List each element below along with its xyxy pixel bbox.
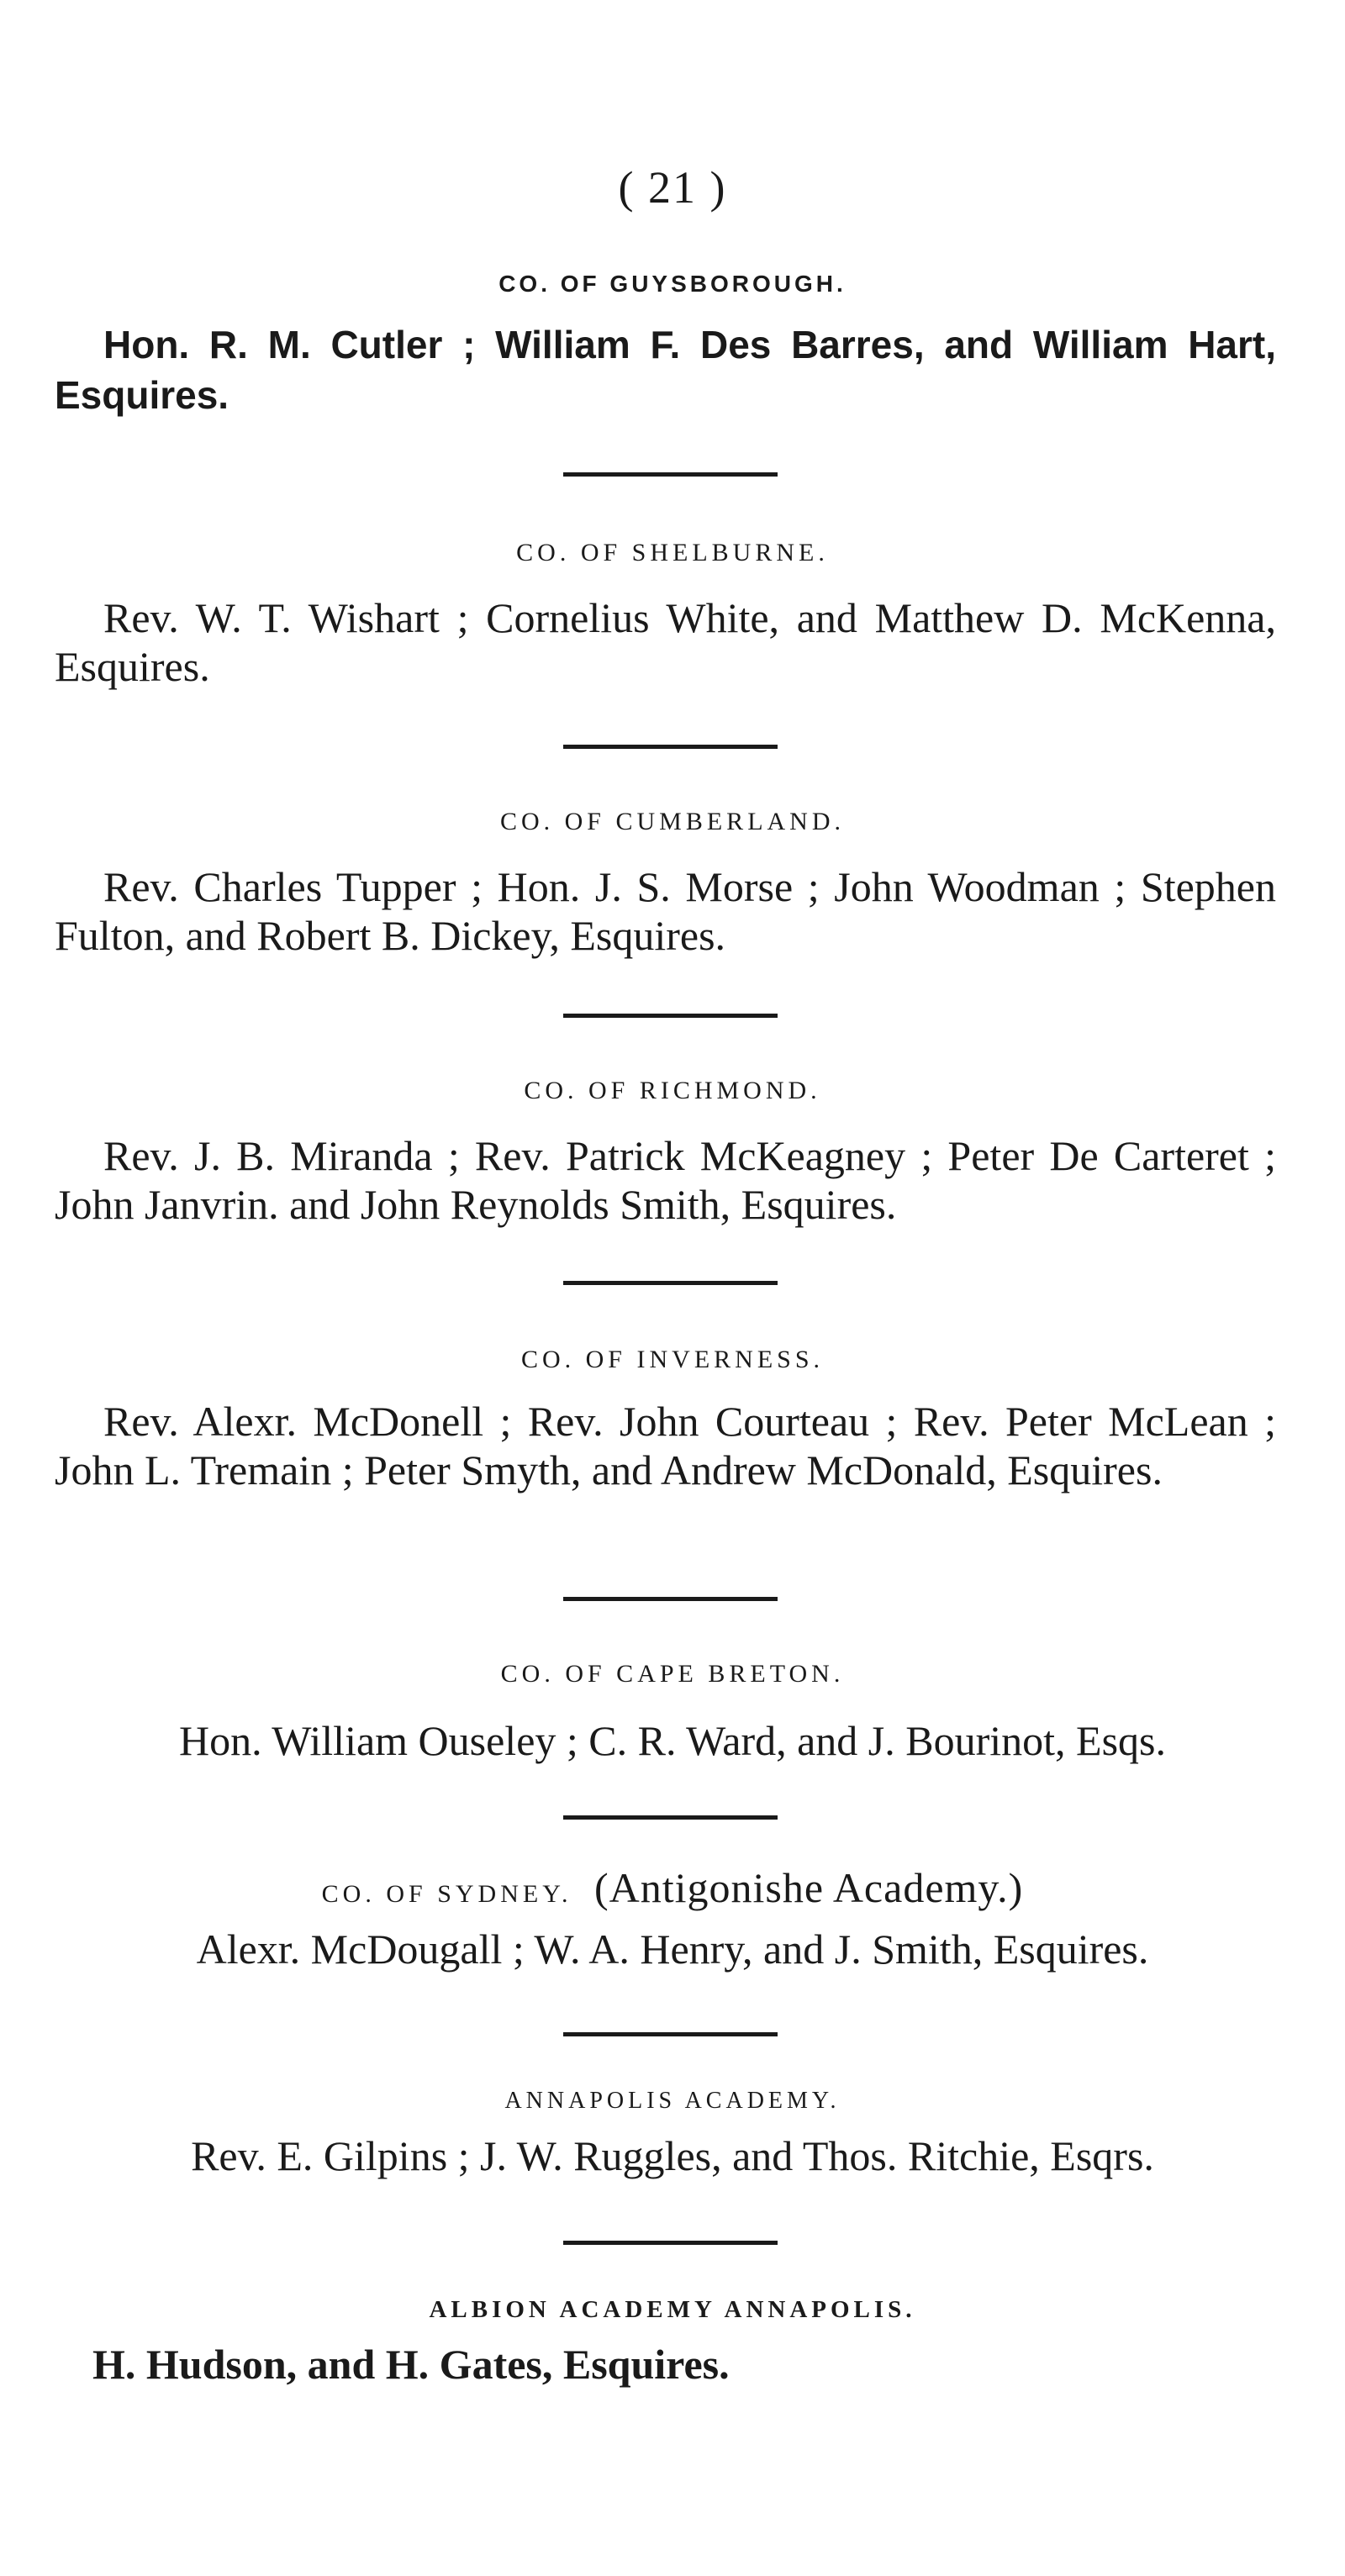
section-heading: CO. OF RICHMOND.: [524, 1077, 821, 1104]
divider-rule: [563, 2032, 778, 2036]
divider-rule: [563, 745, 778, 749]
section-heading: CO. OF INVERNESS.: [520, 1346, 825, 1373]
section-inverness: [0, 1343, 1345, 1494]
divider-rule: [563, 1815, 778, 1820]
section-text: Rev. Alexr. McDonell ; Rev. John Courteau ; Rev. Peter McLean ; John L. Tremain ; Peter Smyth, and Andrew McDonald, Esquires.: [55, 1398, 1276, 1493]
section-heading-note: (Antigonishe Academy.): [594, 1864, 1024, 1911]
section-text: Rev. J. B. Miranda ; Rev. Patrick McKeagney ; Peter De Carteret ; John Janvrin. and John Reynolds Smith, Esquires.: [55, 1132, 1276, 1228]
section-cumberland: [0, 805, 1345, 960]
divider-rule: [563, 2241, 778, 2245]
section-heading: CO. OF GUYSBOROUGH.: [498, 271, 847, 297]
page-number: ( 21 ): [618, 162, 727, 213]
section-text: Alexr. McDougall ; W. A. Henry, and J. Smith, Esquires.: [196, 1925, 1149, 1973]
section-heading: ANNAPOLIS ACADEMY.: [504, 2088, 841, 2114]
section-heading: CO. OF SYDNEY.: [321, 1880, 572, 1908]
section-sydney: [0, 1862, 1345, 1973]
section-richmond: [0, 1074, 1345, 1229]
section-heading: CO. OF CAPE BRETON.: [500, 1660, 845, 1688]
section-text: Rev. Charles Tupper ; Hon. J. S. Morse ; John Woodman ; Stephen Fulton, and Robert B. Dickey, Esquires.: [55, 863, 1276, 959]
section-annapolis-academy: [0, 2084, 1345, 2180]
section-text: Rev. E. Gilpins ; J. W. Ruggles, and Thos. Ritchie, Esqrs.: [191, 2132, 1154, 2179]
section-heading-row: [0, 1862, 1345, 1920]
section-heading: ALBION ACADEMY ANNAPOLIS.: [429, 2296, 916, 2323]
section-shelburne: [0, 536, 1345, 691]
divider-rule: [563, 1014, 778, 1018]
section-text: Hon. R. M. Cutler ; William F. Des Barres, and William Hart, Esquires.: [55, 323, 1276, 417]
section-albion-academy: [0, 2293, 1345, 2389]
section-heading: CO. OF CUMBERLAND.: [499, 808, 846, 835]
section-heading: CO. OF SHELBURNE.: [516, 539, 829, 566]
section-guysborough: [0, 267, 1345, 420]
section-text: Rev. W. T. Wishart ; Cornelius White, and Matthew D. McKenna, Esquires.: [55, 594, 1276, 690]
divider-rule: [563, 1597, 778, 1601]
section-text: Hon. William Ouseley ; C. R. Ward, and J. Bourinot, Esqs.: [179, 1717, 1166, 1764]
divider-rule: [563, 1281, 778, 1285]
section-cape-breton: [0, 1657, 1345, 1765]
section-text: H. Hudson, and H. Gates, Esquires.: [92, 2341, 730, 2388]
divider-rule: [563, 472, 778, 477]
